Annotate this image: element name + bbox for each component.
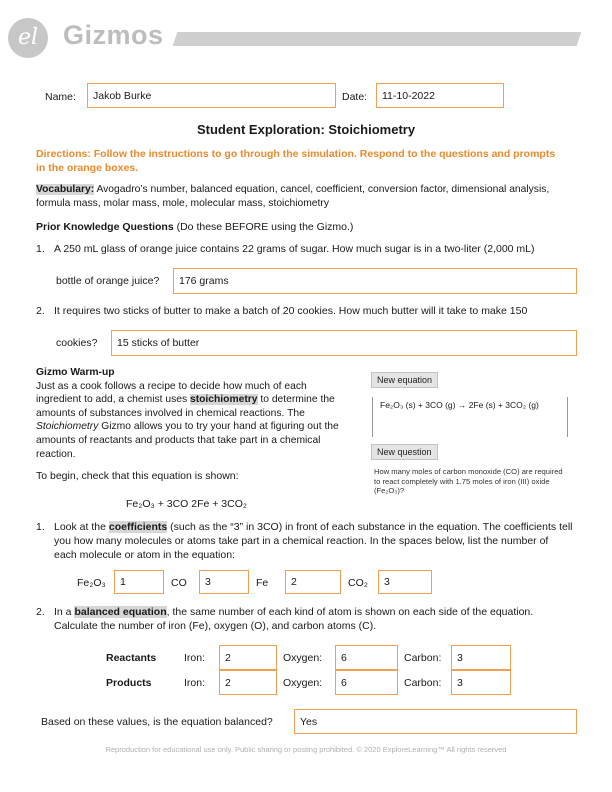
oxygen-label: Oxygen:: [283, 652, 323, 664]
warmup-heading: Gizmo Warm-up: [36, 367, 115, 378]
q-text: In a: [54, 606, 75, 618]
iron-label: Iron:: [184, 677, 206, 689]
question-2: [36, 605, 576, 635]
directions: Directions: Follow the instructions to go through the simulation. Respond to the questions and prompts in the orange boxes.: [36, 148, 556, 174]
warmup-text: Just as a cook follows a recipe to decide how much of each ingredient to add, a chemist uses: [36, 380, 307, 406]
products-oxygen-field[interactable]: [335, 670, 398, 695]
reactants-iron-value: 2: [225, 651, 231, 664]
coefficient-field[interactable]: [199, 570, 249, 594]
logo-mark-icon: el: [8, 18, 48, 58]
carbon-label: Carbon:: [404, 652, 442, 664]
pk-question-1: [36, 242, 596, 256]
products-carbon-field[interactable]: [451, 670, 511, 695]
question-number: 1.: [36, 243, 45, 255]
term-coefficients: coefficients: [108, 521, 168, 533]
coefficient-value: 1: [120, 576, 126, 588]
vocabulary-label: Vocabulary:: [36, 184, 95, 195]
pk-question-2: [36, 304, 596, 318]
products-iron-value: 2: [225, 676, 231, 689]
sim-divider: [567, 397, 568, 437]
coefficient-value: 3: [384, 576, 390, 588]
warmup-instruction: To begin, check that this equation is shown:: [36, 470, 239, 482]
pk-answer-1-field[interactable]: [173, 268, 577, 294]
date-label: Date:: [342, 91, 368, 103]
q-text: , the same number of each kind of atom is shown on each side of the equation. Calculate the number of iron (Fe), oxygen (O), and carbon atoms (C).: [54, 606, 534, 632]
reactants-carbon-value: 3: [457, 651, 463, 664]
prior-knowledge-title: Prior Knowledge Questions: [36, 221, 174, 233]
products-iron-field[interactable]: [219, 670, 277, 695]
warmup-text: Gizmo allows you to try your hand at figuring out the amounts of reactants and products that take part in a chemical reaction.: [36, 421, 339, 460]
products-label: Products: [106, 677, 152, 689]
header-bar: [173, 32, 582, 46]
prior-knowledge-heading: [36, 221, 353, 233]
date-field[interactable]: [376, 83, 504, 108]
pk-question-1-cont: bottle of orange juice?: [56, 275, 160, 287]
question-text: It requires two sticks of butter to make a batch of 20 cookies. How much butter will it take to make 150: [54, 305, 528, 317]
balanced-answer-field[interactable]: [294, 709, 577, 734]
q-text: Look at the: [54, 521, 109, 533]
term-balanced-equation: balanced equation: [74, 606, 167, 618]
sim-equation: Fe₂O₃ (s) + 3CO (g) → 2Fe (s) + 3CO₂ (g): [380, 400, 539, 410]
coefficient-value: 2: [291, 576, 297, 588]
date-value: 11-10-2022: [382, 89, 435, 102]
carbon-label: Carbon:: [404, 677, 442, 689]
pk-question-2-cont: cookies?: [56, 337, 98, 349]
name-field[interactable]: [87, 83, 336, 108]
new-equation-button[interactable]: New equation: [371, 372, 438, 388]
reactants-label: Reactants: [106, 652, 157, 664]
name-label: Name:: [45, 91, 76, 103]
sim-divider: [372, 397, 373, 437]
gizmos-logo: [8, 18, 164, 58]
page-title: Student Exploration: Stoichiometry: [196, 122, 416, 137]
species-label: CO: [171, 577, 187, 589]
vocabulary-text: Avogadro’s number, balanced equation, cancel, coefficient, conversion factor, dimensional analysis, formula mass, molar mass, mole, molecular mass, stoichiometry: [36, 184, 550, 209]
species-label: Fe: [256, 577, 269, 589]
reactants-carbon-field[interactable]: [451, 645, 511, 670]
question-text: A 250 mL glass of orange juice contains 22 grams of sugar. How much sugar is in a two-liter (2,000 mL): [54, 243, 535, 255]
footer: Reproduction for educational use only. Public sharing or posting prohibited. © 2020 ExploreLearning™ All rights reserved: [105, 745, 507, 754]
pk-answer-2-field[interactable]: [111, 330, 577, 356]
term-stoichiometry: stoichiometry: [189, 394, 258, 406]
warmup-paragraph: [36, 380, 346, 462]
reactants-oxygen-value: 6: [341, 651, 347, 664]
pk-answer-1: 176 grams: [179, 275, 229, 287]
species-label: Fe₂O₃: [77, 577, 106, 589]
balanced-question: Based on these values, is the equation balanced?: [41, 716, 273, 728]
species-label: CO₂: [348, 577, 368, 589]
coefficient-field[interactable]: [114, 570, 164, 594]
new-question-button[interactable]: New question: [371, 444, 438, 460]
question-number: 1.: [36, 521, 45, 533]
question-text: [54, 520, 574, 562]
brand-name: Gizmos: [63, 20, 164, 50]
question-text: [54, 605, 574, 633]
coefficient-value: 3: [205, 576, 211, 588]
products-oxygen-value: 6: [341, 676, 347, 689]
iron-label: Iron:: [184, 652, 206, 664]
prior-knowledge-note: (Do these BEFORE using the Gizmo.): [173, 221, 354, 233]
question-number: 2.: [36, 606, 45, 618]
products-carbon-value: 3: [457, 676, 463, 689]
question-number: 2.: [36, 305, 45, 317]
oxygen-label: Oxygen:: [283, 677, 323, 689]
coefficient-field[interactable]: [378, 570, 432, 594]
warmup-section: [36, 366, 346, 461]
sim-question: How many moles of carbon monoxide (CO) are required to react completely with 1.75 moles of iron (III) oxide (Fe₂O₃)?: [374, 467, 563, 495]
coefficient-field[interactable]: [285, 570, 341, 594]
q-text: (such as the “3” in 3CO) in front of each substance in the equation. The coefficients tell you how many molecules or atoms take part in a chemical reaction. In the spaces below, list the number of each molecule or atom in the equation:: [54, 521, 573, 561]
pk-answer-2: 15 sticks of butter: [117, 337, 200, 349]
warmup-text: to determine the amounts of substances involved in chemical reactions. The: [36, 394, 335, 419]
name-value: Jakob Burke: [93, 89, 152, 102]
reaction-equation: Fe₂O₃ + 3CO 2Fe + 3CO₂: [126, 498, 247, 510]
reactants-oxygen-field[interactable]: [335, 645, 398, 670]
warmup-italic: Stoichiometry: [36, 421, 99, 433]
balanced-answer: Yes: [300, 715, 318, 728]
reactants-iron-field[interactable]: [219, 645, 277, 670]
question-1: [36, 520, 576, 564]
vocabulary: [36, 183, 576, 210]
